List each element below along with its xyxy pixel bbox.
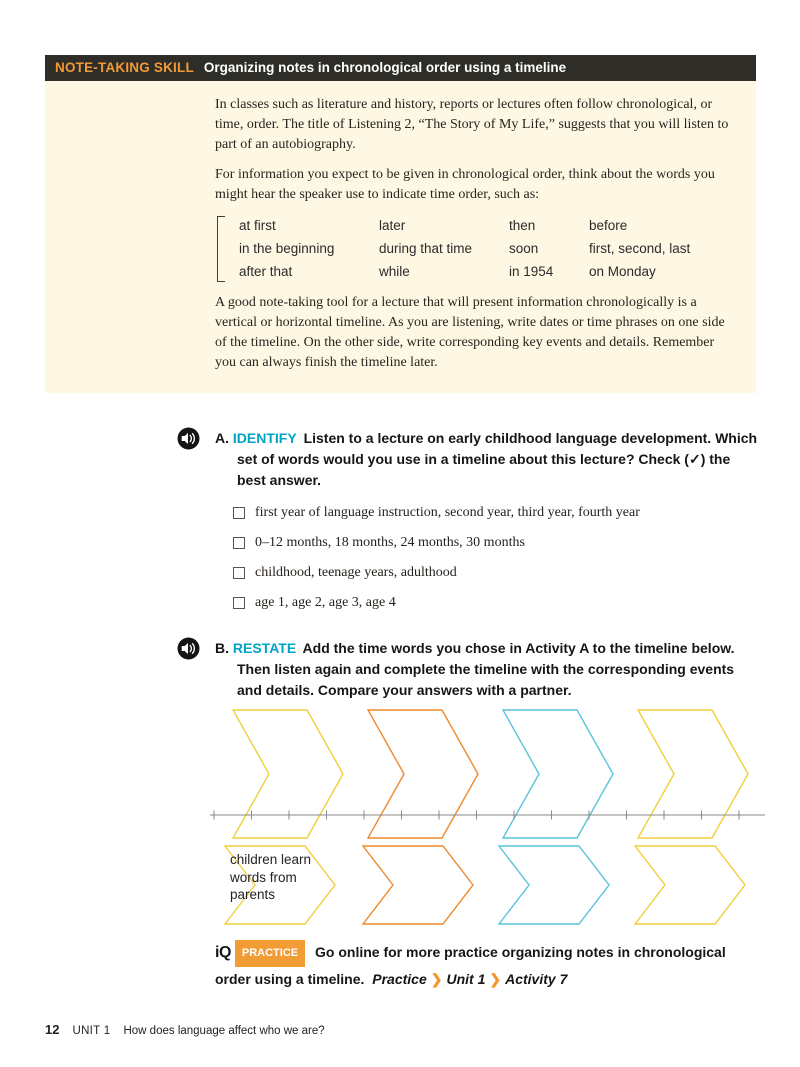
timeline-arrow-top-3 — [503, 710, 613, 838]
option-row — [233, 533, 760, 552]
time-words-grid — [239, 216, 734, 282]
page-footer — [45, 1022, 325, 1037]
timeline-arrow-bottom-3 — [499, 846, 609, 924]
note-taking-skill-box — [45, 55, 756, 393]
time-word: after that — [239, 264, 293, 279]
time-word: while — [379, 264, 410, 279]
skill-header-label: NOTE-TAKING SKILL — [55, 60, 194, 75]
time-word: on Monday — [589, 264, 656, 279]
page-number: 12 — [45, 1022, 60, 1037]
time-word: first, second, last — [589, 241, 691, 256]
skill-paragraph-3: A good note-taking tool for a lecture that will present information chronologically is a vertical or horizontal timeline. As you are listening, write dates or time phrases on one side of the timeline. On the other side, write corresponding key events and details. Remember you can always finish the timeline later. — [215, 295, 725, 370]
skill-body — [45, 81, 756, 393]
unit-question: How does language affect who we are? — [123, 1025, 325, 1037]
option-row — [233, 503, 760, 522]
timeline-arrow-top-4 — [638, 710, 748, 838]
option-row — [233, 563, 760, 582]
practice-path — [372, 971, 567, 987]
answer-options-list — [215, 503, 760, 612]
checkbox[interactable] — [233, 507, 245, 519]
activity-a — [215, 428, 760, 623]
unit-label: UNIT 1 — [72, 1025, 111, 1037]
audio-icon[interactable] — [177, 427, 200, 450]
activity-a-letter: A. — [215, 430, 229, 446]
option-label: 0–12 months, 18 months, 24 months, 30 months — [255, 535, 525, 550]
activity-a-tag-identify: IDENTIFY — [232, 430, 297, 446]
time-word: in 1954 — [509, 264, 554, 279]
option-label: childhood, teenage years, adulthood — [255, 565, 457, 580]
activity-b — [215, 638, 760, 701]
activity-b-direction — [215, 638, 760, 701]
bracket-decoration — [217, 216, 225, 282]
time-word: later — [379, 218, 406, 233]
iq-logo: iQ — [215, 944, 231, 961]
chevron-separator-icon: ❯ — [489, 971, 502, 987]
skill-header-bar — [45, 55, 756, 81]
practice-badge: PRACTICE — [235, 940, 305, 967]
activity-b-tag-restate: RESTATE — [232, 640, 297, 656]
activity-a-instructions: Listen to a lecture on early childhood language development. Which set of words would you use in a timeline about this lecture? Check (✓) the best answer. — [237, 430, 758, 488]
time-word: in the beginning — [239, 241, 335, 256]
skill-paragraph-2: For information you expect to be given in chronological order, think about the words you might hear the speaker use to indicate time order, such as: — [215, 167, 715, 202]
audio-icon[interactable] — [177, 637, 200, 660]
timeline-arrow-bottom-2 — [363, 846, 473, 924]
practice-path-part: Practice — [372, 971, 427, 987]
time-word: soon — [509, 241, 539, 256]
checkbox[interactable] — [233, 567, 245, 579]
time-word: before — [589, 218, 628, 233]
option-label: age 1, age 2, age 3, age 4 — [255, 595, 396, 610]
activity-a-direction — [215, 428, 760, 491]
activity-b-instructions: Add the time words you chose in Activity A to the timeline below. Then listen again and complete the timeline with the corresponding events and details. Compare your answers with a partner. — [237, 640, 735, 698]
skill-paragraph-1: In classes such as literature and history, reports or lectures often follow chronological, or time, order. The title of Listening 2, “The Story of My Life,” suggests that you will listen to part of an autobiography. — [215, 97, 729, 152]
checkbox[interactable] — [233, 537, 245, 549]
time-word: during that time — [379, 241, 473, 256]
practice-path-part: Unit 1 — [446, 971, 486, 987]
option-row — [233, 593, 760, 612]
activity-b-letter: B. — [215, 640, 229, 656]
time-word: at first — [239, 218, 276, 233]
time-words-table — [217, 216, 734, 282]
timeline-arrow-top-2 — [368, 710, 478, 838]
skill-header-title: Organizing notes in chronological order using a timeline — [203, 60, 567, 75]
timeline-arrow-bottom-4 — [635, 846, 745, 924]
time-word: then — [509, 218, 536, 233]
timeline-note: children learn words from parents — [230, 852, 312, 902]
practice-line — [215, 941, 763, 990]
timeline-graphic — [205, 700, 770, 935]
practice-path-part: Activity 7 — [505, 971, 568, 987]
checkbox[interactable] — [233, 597, 245, 609]
practice-text: Go online for more practice organizing notes in chronological order using a timeline. — [215, 944, 726, 987]
option-label: first year of language instruction, second year, third year, fourth year — [255, 505, 640, 520]
chevron-separator-icon: ❯ — [430, 971, 443, 987]
